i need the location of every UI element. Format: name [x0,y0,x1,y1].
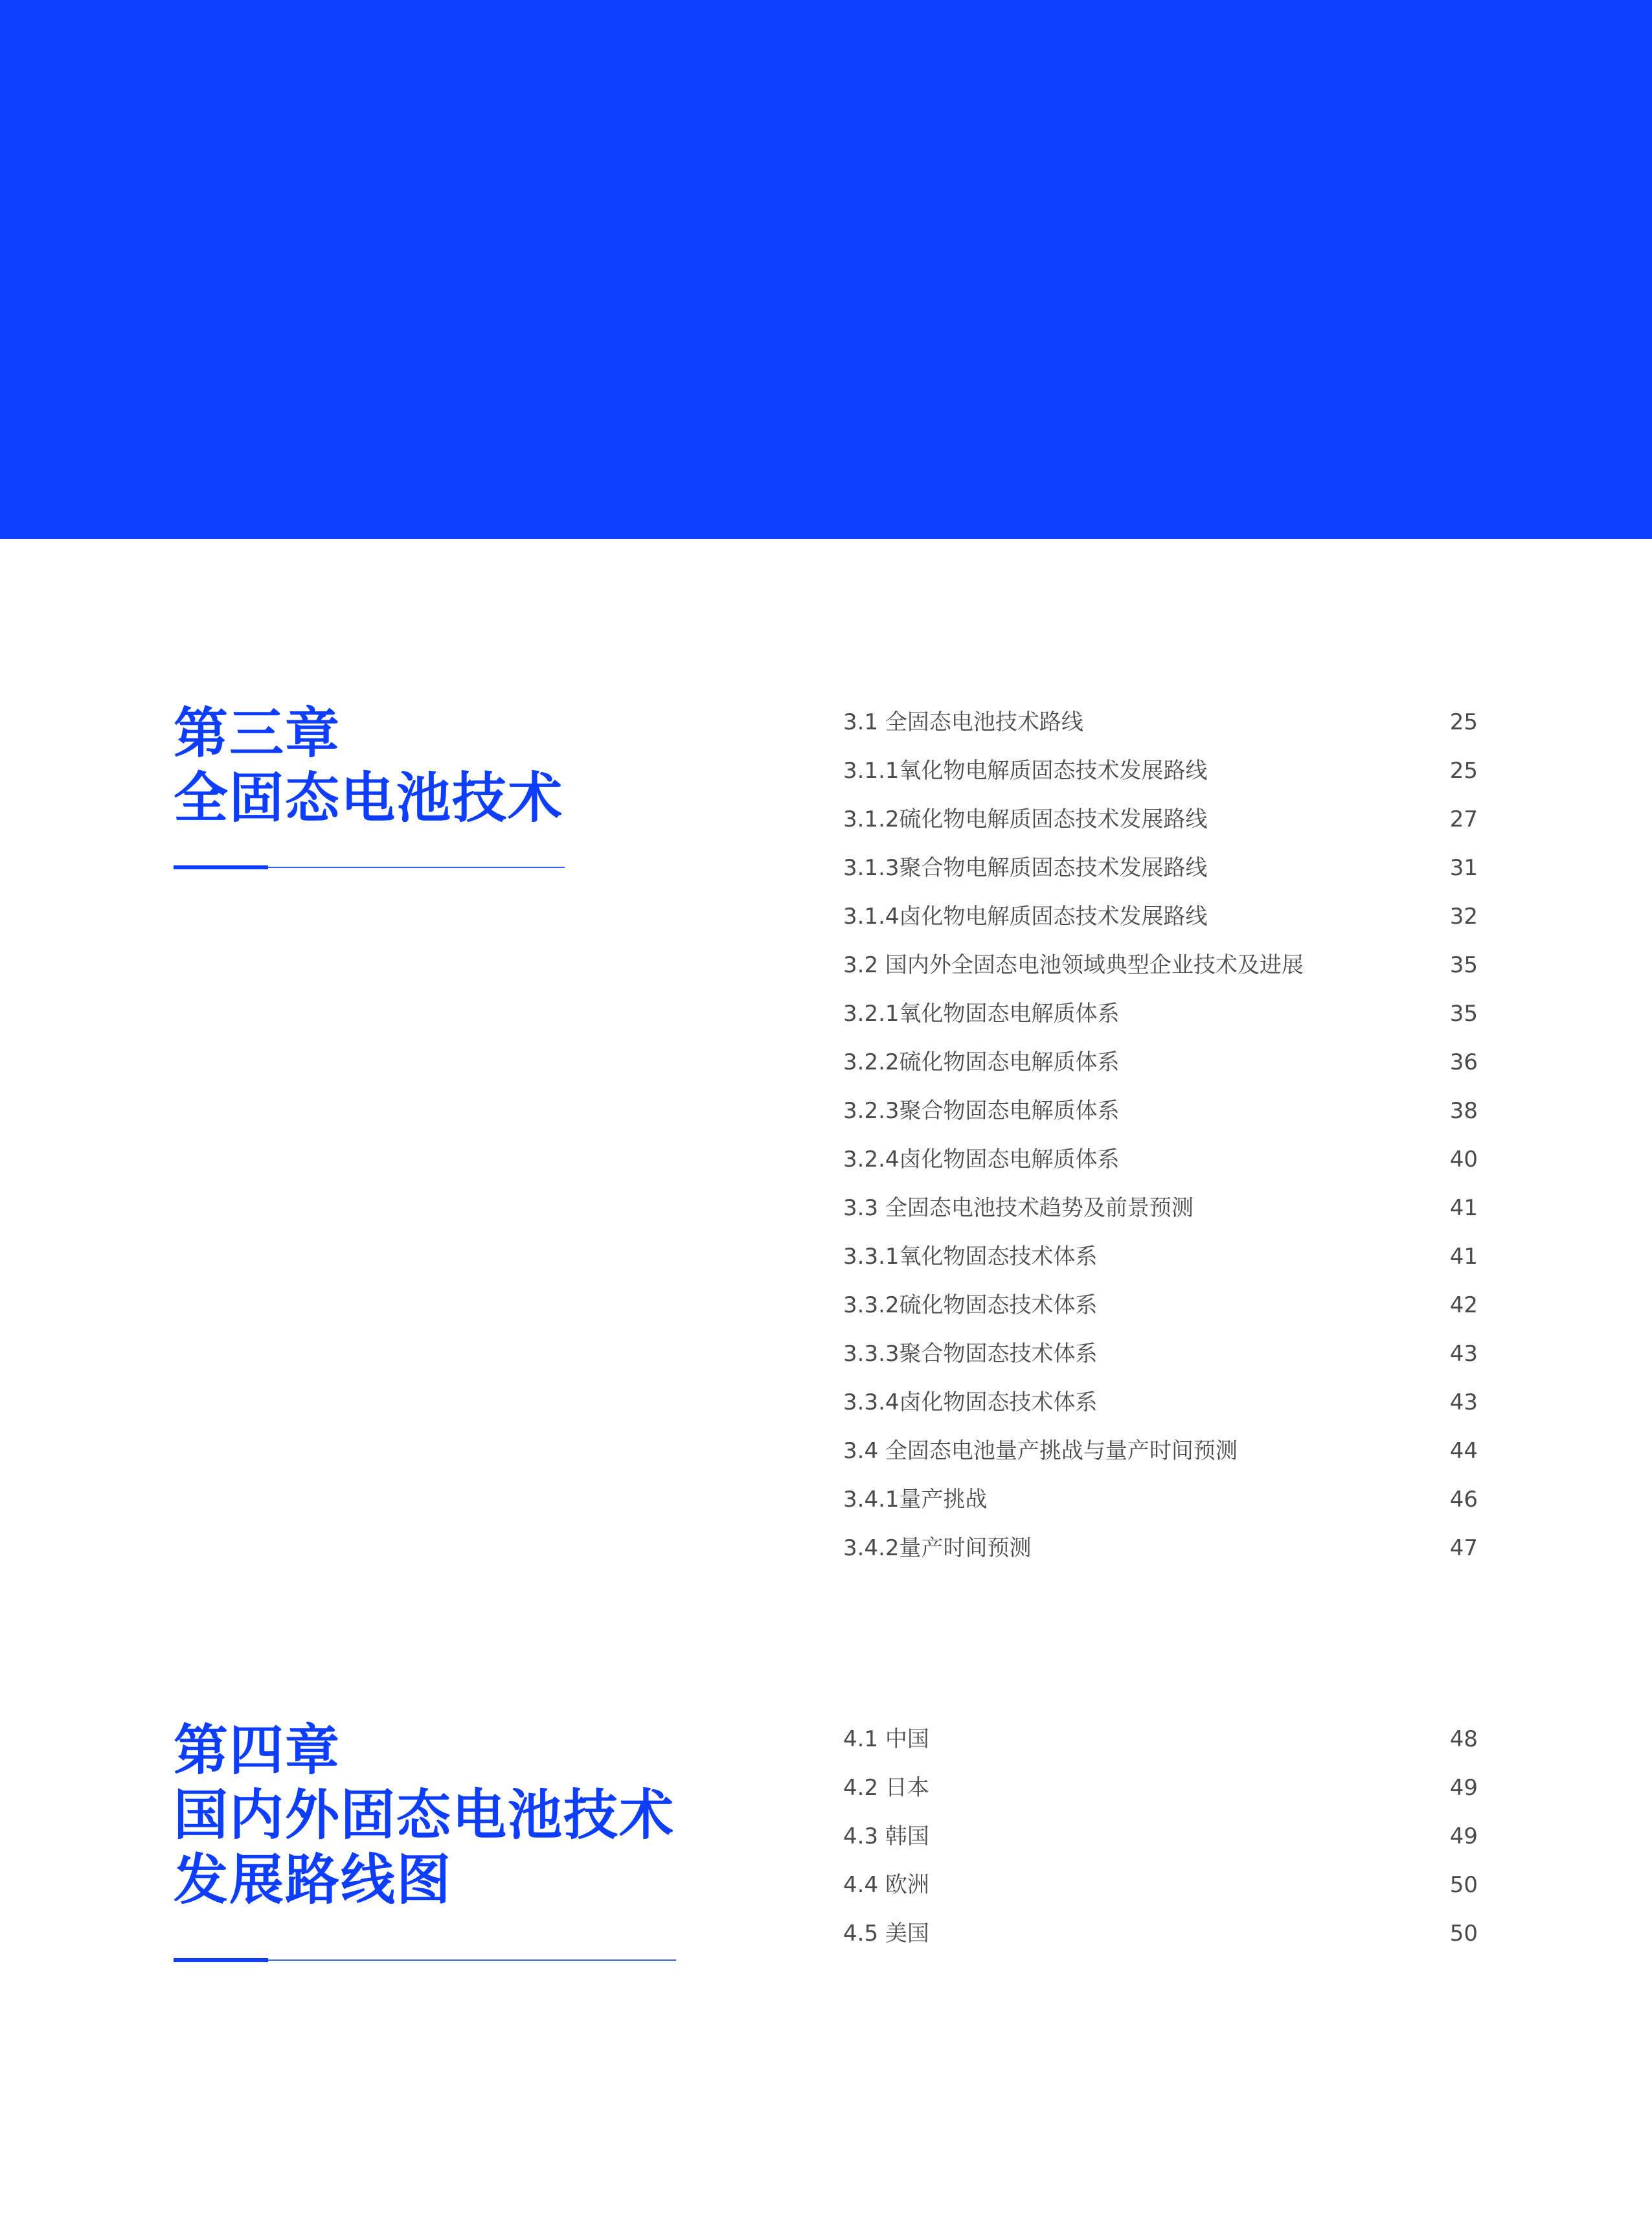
chapter-4-toc [843,1715,1478,1958]
chapter-4-title [174,1718,675,1912]
toc-entry-page-number: 50 [1449,1921,1478,1947]
toc-entry-page-number: 46 [1449,1487,1478,1513]
toc-entry-page-number: 49 [1449,1775,1478,1801]
toc-entry[interactable] [843,1812,1478,1861]
chapter-4-number: 第四章 [174,1719,341,1782]
toc-entry[interactable] [843,941,1478,990]
toc-entry-label: 3.3.1氧化物固态技术体系 [843,1244,1098,1270]
chapter-3-toc [843,698,1478,1573]
toc-entry-page-number: 35 [1449,1001,1478,1027]
toc-entry[interactable] [843,1524,1478,1573]
toc-entry-page-number: 47 [1449,1535,1478,1561]
toc-entry[interactable] [843,1764,1478,1812]
toc-entry-page-number: 49 [1449,1823,1478,1849]
toc-entry-label: 3.3 全固态电池技术趋势及前景预测 [843,1195,1194,1221]
toc-entry-label: 3.4.2量产时间预测 [843,1535,1032,1561]
toc-entry-label: 3.3.4卤化物固态技术体系 [843,1389,1098,1415]
chapter-3-title [174,701,563,830]
toc-entry[interactable] [843,698,1478,747]
toc-entry-page-number: 44 [1449,1438,1478,1464]
toc-entry[interactable] [843,1330,1478,1378]
toc-entry-label: 3.2.3聚合物固态电解质体系 [843,1098,1120,1124]
toc-entry-label: 3.2 国内外全固态电池领域典型企业技术及进展 [843,952,1304,978]
chapter-3-divider-accent [174,865,268,869]
toc-entry-page-number: 42 [1449,1292,1478,1318]
toc-entry[interactable] [843,795,1478,844]
toc-entry-label: 3.2.1氧化物固态电解质体系 [843,1001,1120,1027]
chapter-4-name-line-1: 国内外固态电池技术 [174,1783,675,1847]
toc-entry-label: 3.3.2硫化物固态技术体系 [843,1292,1098,1318]
toc-entry[interactable] [843,1281,1478,1330]
toc-entry-page-number: 40 [1449,1147,1478,1172]
toc-entry-page-number: 35 [1449,952,1478,978]
toc-entry-page-number: 50 [1449,1872,1478,1898]
toc-entry-page-number: 25 [1449,709,1478,735]
chapter-3-divider [174,867,565,868]
toc-entry-label: 3.2.2硫化物固态电解质体系 [843,1049,1120,1075]
toc-entry[interactable] [843,844,1478,893]
chapter-3-name: 全固态电池技术 [174,766,564,830]
toc-entry[interactable] [843,1427,1478,1476]
toc-entry-label: 3.3.3聚合物固态技术体系 [843,1341,1098,1367]
toc-entry-page-number: 43 [1449,1389,1478,1415]
toc-entry-label: 4.1 中国 [843,1726,929,1752]
toc-entry-page-number: 36 [1449,1049,1478,1075]
toc-entry[interactable] [843,893,1478,941]
toc-entry[interactable] [843,990,1478,1038]
toc-entry-page-number: 31 [1449,855,1478,881]
chapter-4-name-line-2: 发展路线图 [174,1848,453,1912]
toc-entry-label: 4.5 美国 [843,1921,929,1947]
chapter-4-divider-accent [174,1958,268,1962]
toc-entry-page-number: 27 [1449,806,1478,832]
toc-entry[interactable] [843,1715,1478,1764]
toc-entry-page-number: 32 [1449,904,1478,930]
toc-entry-label: 3.4.1量产挑战 [843,1487,988,1513]
toc-entry-label: 4.4 欧洲 [843,1872,929,1898]
chapter-4-divider [174,1959,676,1961]
toc-entry-label: 4.2 日本 [843,1775,929,1801]
toc-entry[interactable] [843,1233,1478,1281]
toc-entry[interactable] [843,1184,1478,1233]
toc-entry-label: 3.2.4卤化物固态电解质体系 [843,1147,1120,1172]
toc-entry-label: 3.1.1氧化物电解质固态技术发展路线 [843,758,1208,784]
toc-entry[interactable] [843,747,1478,795]
toc-entry-page-number: 41 [1449,1195,1478,1221]
toc-entry-page-number: 38 [1449,1098,1478,1124]
toc-entry[interactable] [843,1861,1478,1910]
toc-entry-page-number: 48 [1449,1726,1478,1752]
toc-entry-label: 3.1 全固态电池技术路线 [843,709,1083,735]
toc-entry[interactable] [843,1378,1478,1427]
header-color-band [0,0,1652,539]
chapter-3-number: 第三章 [174,702,341,765]
toc-entry[interactable] [843,1910,1478,1958]
toc-entry-page-number: 25 [1449,758,1478,784]
toc-entry[interactable] [843,1476,1478,1524]
toc-entry[interactable] [843,1087,1478,1136]
toc-entry-label: 4.3 韩国 [843,1823,929,1849]
toc-entry-page-number: 41 [1449,1244,1478,1270]
toc-entry-page-number: 43 [1449,1341,1478,1367]
toc-entry-label: 3.4 全固态电池量产挑战与量产时间预测 [843,1438,1238,1464]
toc-entry-label: 3.1.2硫化物电解质固态技术发展路线 [843,806,1208,832]
toc-entry[interactable] [843,1038,1478,1087]
toc-entry[interactable] [843,1136,1478,1184]
toc-entry-label: 3.1.4卤化物电解质固态技术发展路线 [843,904,1208,930]
toc-entry-label: 3.1.3聚合物电解质固态技术发展路线 [843,855,1208,881]
